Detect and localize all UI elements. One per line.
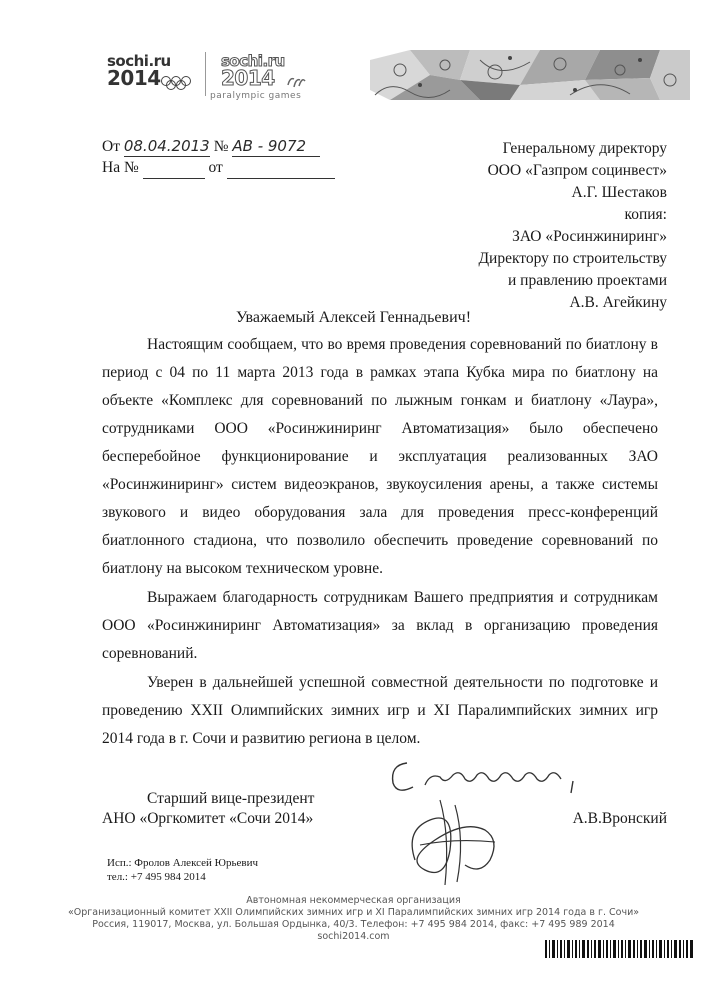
footer-website: sochi2014.com: [317, 931, 390, 942]
footer: [0, 895, 707, 943]
number-label: №: [213, 138, 229, 155]
signatory-position-line2: АНО «Оргкомитет «Сочи 2014»: [102, 810, 314, 827]
to-date-blank: [227, 158, 335, 179]
to-number-blank: [143, 158, 205, 179]
para-logo-line1: sochi.ru: [221, 52, 285, 70]
addressee-line: копия:: [624, 206, 667, 223]
decorative-pattern: [370, 50, 690, 100]
executor-name: Исп.: Фролов Алексей Юрьевич: [107, 857, 258, 869]
addressee-line: ООО «Газпром социнвест»: [487, 162, 667, 179]
paralympic-games-label: paralympic games: [210, 91, 302, 101]
body-paragraph: Настоящим сообщаем, что во время проведения соревнований по биатлону в период с 04 по 11 марта 2013 года в рамках этапа Кубка мира по биатлону на объекте «Комплекс для соревнований по лыжным гонкам и биатлону «Лаура», сотрудниками ООО «Росинжиниринг Автоматизация» было обеспечено бесперебойное функционирование и эксплуатация реализованных ЗАО «Росинжиниринг» систем видеоэкранов, звукоусиления арены, а также системы звукового и видео оборудования зала для проведения пресс-конференций биатлонного стадиона, что позволило обеспечить проведение соревнований по биатлону на высоком техническом уровне.: [102, 336, 658, 577]
addressee-line: А.Г. Шестаков: [571, 184, 667, 201]
olympic-rings-icon: [160, 75, 196, 91]
body-paragraph: Уверен в дальнейшей успешной совместной деятельности по подготовке и проведению XXII Олимпийских зимних игр и XI Паралимпийских зимних игр 2014 года в г. Сочи и развитию региона в целом.: [102, 674, 658, 747]
letter-body: [102, 331, 658, 753]
addressee-line: Директору по строительству: [478, 250, 667, 267]
paralympic-agitos-icon: [286, 75, 306, 89]
addressee-line: Генеральному директору: [502, 140, 667, 157]
sochi-logo-line1: sochi.ru: [107, 52, 171, 70]
incoming-reference: [102, 158, 335, 179]
from-label: От: [102, 138, 120, 155]
signatory-name: А.В.Вронский: [572, 810, 667, 827]
para-logo-line2: 2014: [221, 66, 275, 90]
sochi-paralympic-logo: [221, 52, 285, 90]
executor-phone: тел.: +7 495 984 2014: [107, 871, 206, 883]
footer-address: Россия, 119017, Москва, ул. Большая Ордынка, 40/3. Телефон: +7 495 984 2014, факс: +7 495 989 2014: [92, 919, 615, 930]
addressee-block: [478, 138, 667, 314]
outgoing-reference: [102, 136, 320, 157]
body-paragraph: Выражаем благодарность сотрудникам Вашего предприятия и сотрудникам ООО «Росинжиниринг Автоматизация» за вклад в организацию проведения соревнований.: [102, 589, 658, 662]
from-number: АВ - 9072: [232, 136, 320, 157]
greeting: Уважаемый Алексей Геннадьевич!: [235, 309, 472, 326]
barcode: [545, 940, 695, 958]
addressee-line: ЗАО «Росинжиниринг»: [512, 228, 667, 245]
footer-org-type: Автономная некоммерческая организация: [246, 895, 461, 906]
addressee-line: и правлению проектами: [507, 272, 667, 289]
addressee-line: А.В. Агейкину: [569, 294, 667, 311]
footer-org-name: «Организационный комитет XXII Олимпийских зимних игр и XI Паралимпийских зимних игр 2014 года в г. Сочи»: [67, 907, 640, 918]
executor-block: [107, 856, 258, 884]
logo-divider: [205, 52, 206, 96]
to-from-label: от: [208, 159, 223, 176]
signature: [395, 790, 515, 890]
signatory-position-line1: Старший вице-президент: [147, 790, 315, 807]
to-number-label: На №: [102, 159, 139, 176]
from-date: 08.04.2013: [123, 137, 210, 155]
sochi-logo-line2: 2014: [107, 66, 161, 90]
